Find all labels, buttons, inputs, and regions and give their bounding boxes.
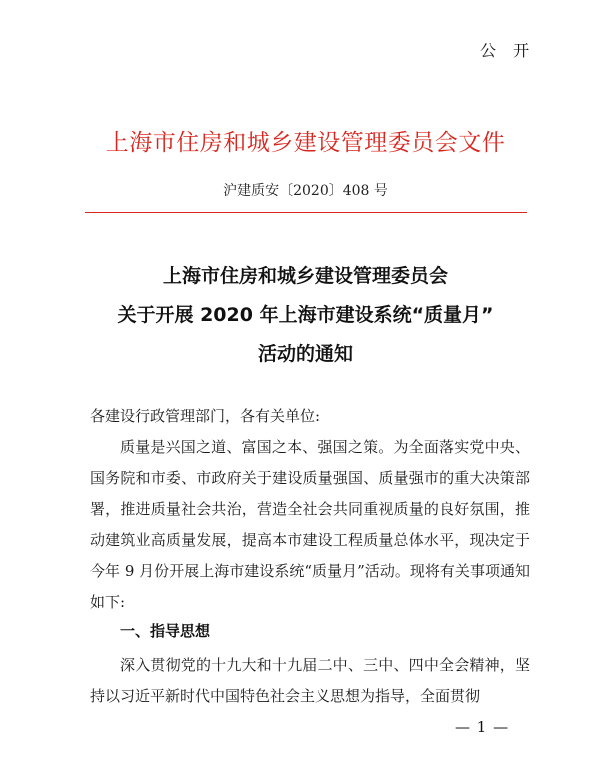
title-line-1: 上海市住房和城乡建设管理委员会 bbox=[162, 265, 448, 287]
salutation: 各建设行政管理部门，各有关单位: bbox=[90, 407, 321, 425]
red-divider bbox=[85, 212, 527, 213]
issuer-header: 上海市住房和城乡建设管理委员会文件 bbox=[105, 130, 506, 156]
title-line-2: 关于开展 2020 年上海市建设系统“质量月” bbox=[117, 304, 494, 326]
page-number: — 1 — bbox=[455, 718, 510, 736]
document-number: 沪建质安〔2020〕408 号 bbox=[223, 183, 388, 199]
title-line-3: 活动的通知 bbox=[257, 343, 353, 365]
section-heading-guiding-thought: 一、指导思想 bbox=[120, 622, 211, 640]
classification-label: 公 开 bbox=[480, 41, 536, 60]
paragraph-intro: 质量是兴国之道、富国之本、强国之策。为全面落实党中央、国务院和市委、市政府关于建设质量强国、质量强市的重大决策部署，推进质量社会共治，营造全社会共同重视质量的良好氛围，推动建筑业高质量发展，提高本市建设工程质量总体水平，现决定于今年 9 月份开展上海市建设系统“质量月”活动。现将有关事项通知如下: bbox=[90, 438, 530, 611]
paragraph-guiding-thought: 深入贯彻党的十九大和十九届二中、三中、四中全会精神，坚持以习近平新时代中国特色社会主义思想为指导，全面贯彻 bbox=[90, 656, 530, 705]
